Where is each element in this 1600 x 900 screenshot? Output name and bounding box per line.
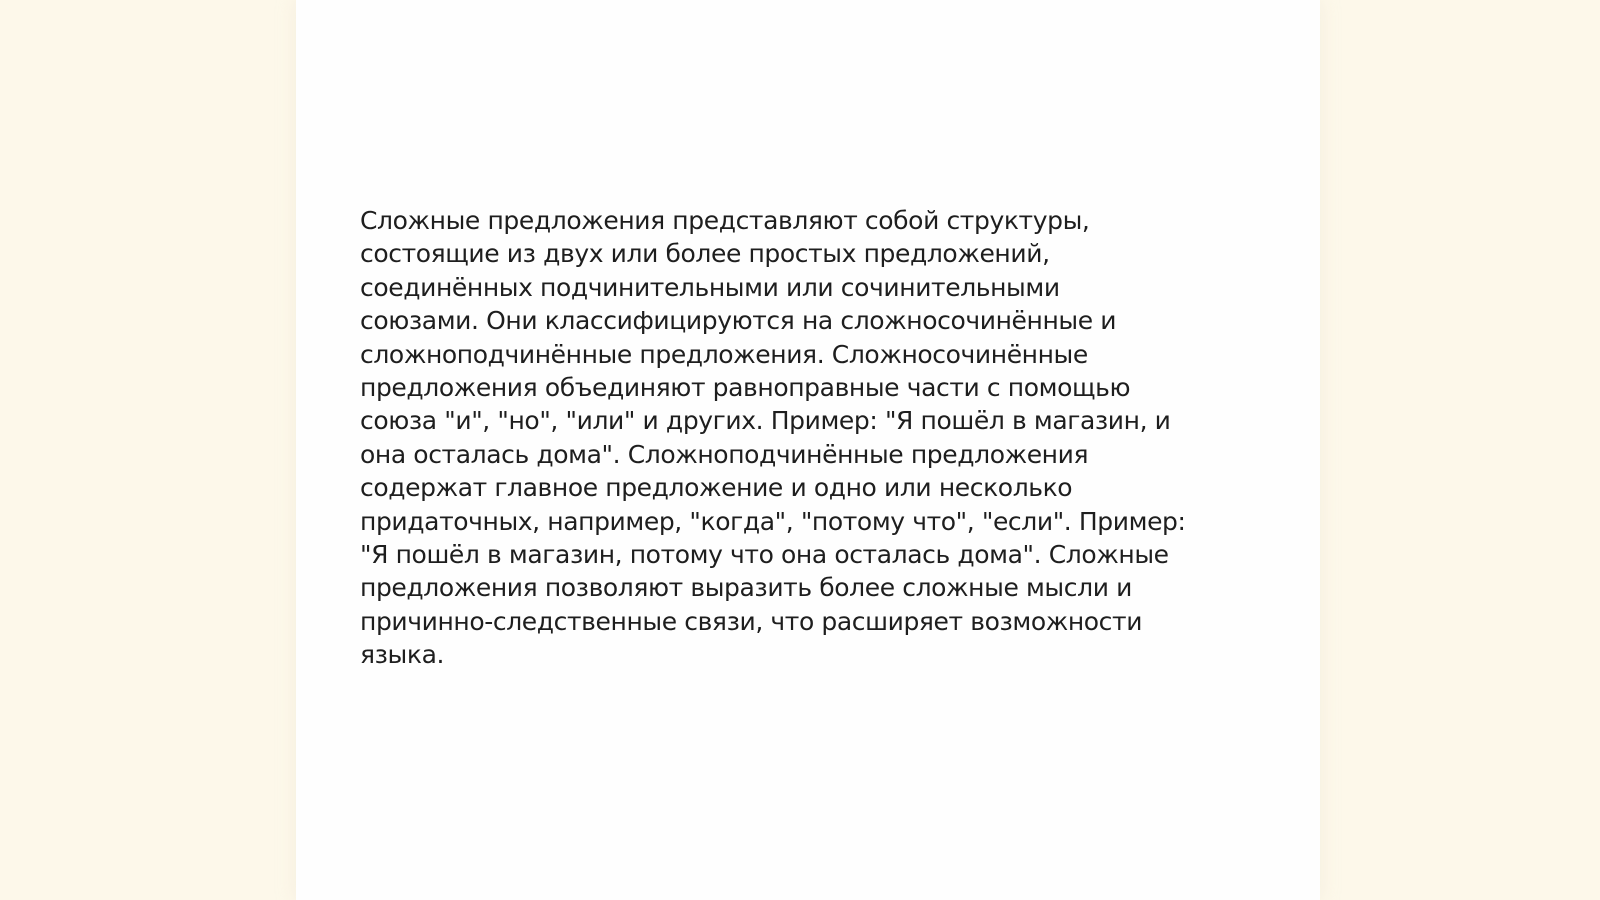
body-paragraph: Сложные предложения представляют собой структуры, состоящие из двух или более простых предложений, соединённых подчинительными или сочинительными союзами. Они классифицируются на сложносочинённые и сложноподчинённые предложения. Сложносочинённые предложения объединяют равноправные части с помощью союза "и", "но", "или" и других. Пример: "Я пошёл в магазин, и она осталась дома". Сложноподчинённые предложения содержат главное предложение и одно или несколько придаточных, например, "когда", "потому что", "если". Пример: "Я пошёл в магазин, потому что она осталась дома". Сложные предложения позволяют выразить более сложные мысли и причинно-следственные связи, что расширяет возможности языка. — [360, 206, 1186, 670]
document-page — [296, 0, 1320, 900]
